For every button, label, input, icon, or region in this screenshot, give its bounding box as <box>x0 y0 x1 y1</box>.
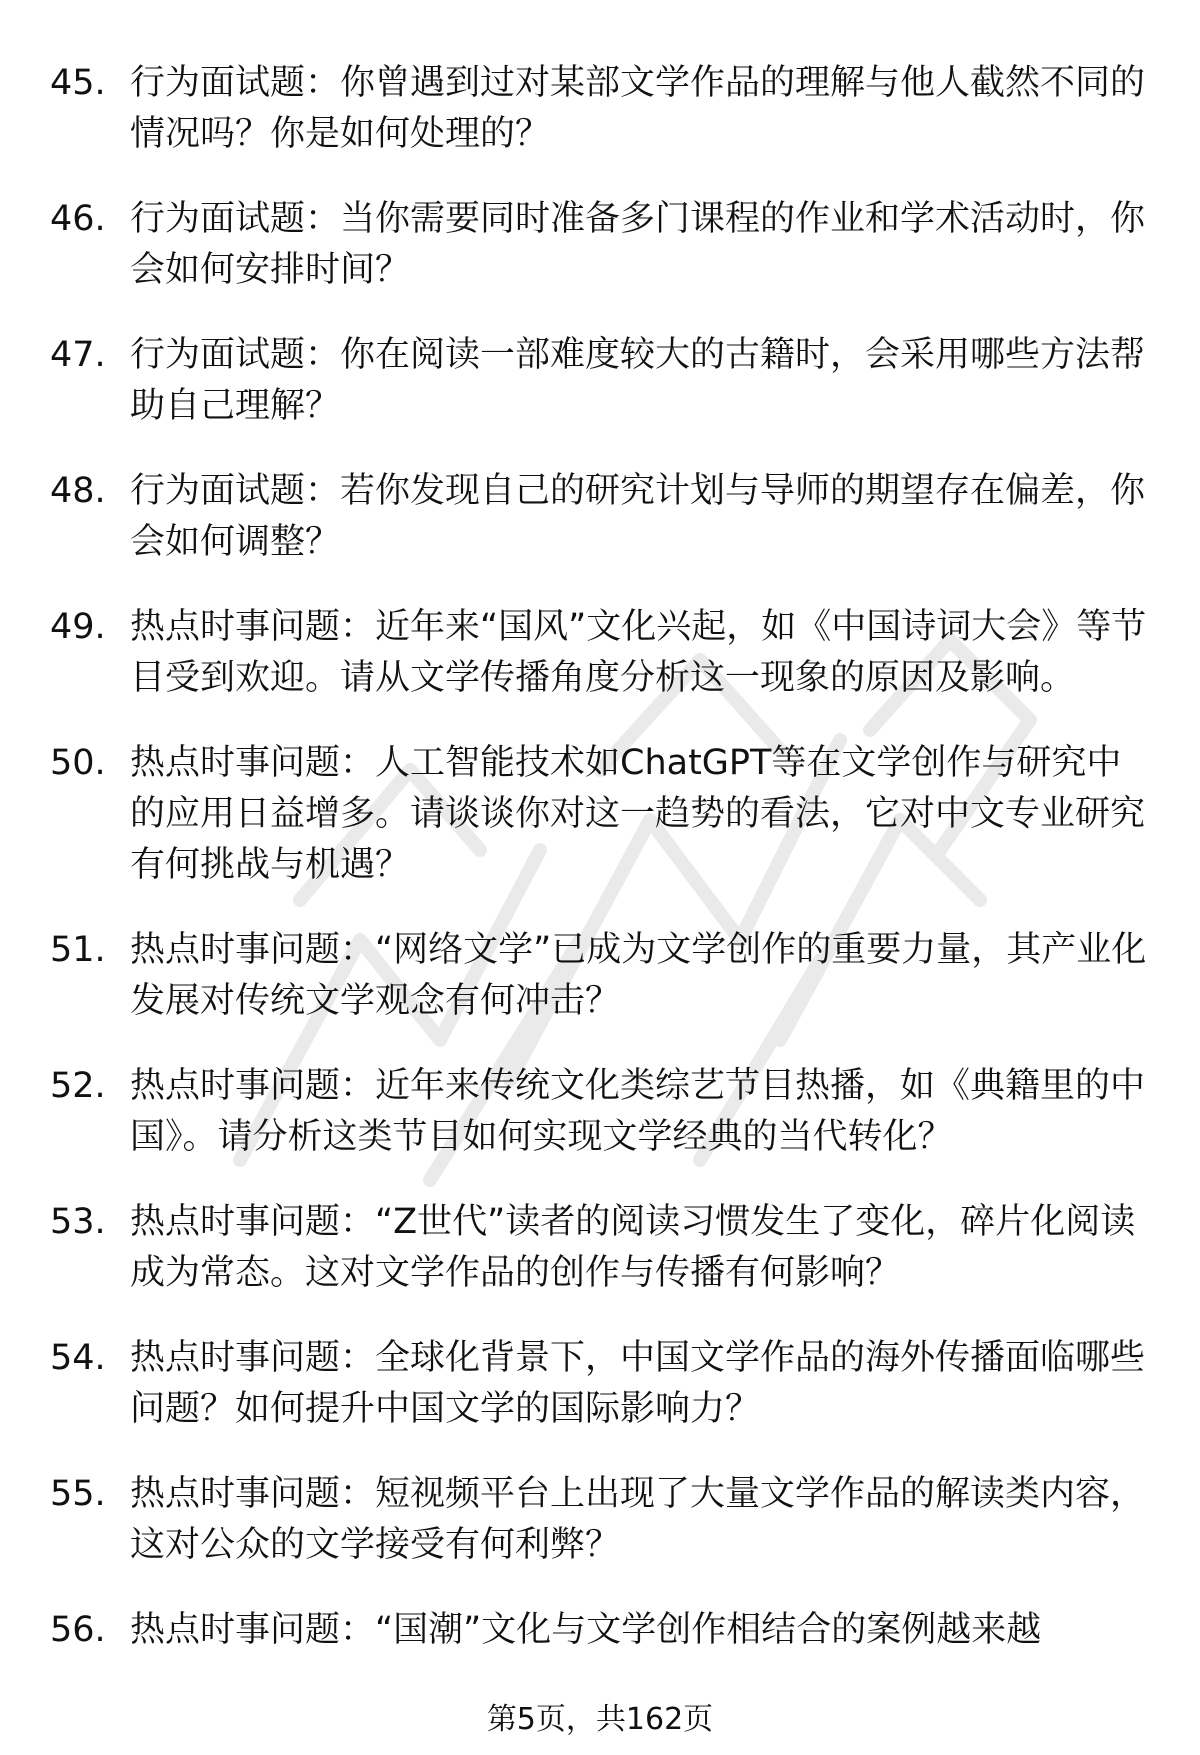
question-text: 行为面试题：你在阅读一部难度较大的古籍时，会采用哪些方法帮助自己理解？ <box>130 335 1146 426</box>
page-number-footer: 第5页，共162页 <box>486 1702 714 1737</box>
question-item-56 <box>50 1605 1150 1656</box>
question-number: 48. <box>50 471 106 511</box>
question-number: 56. <box>50 1610 106 1650</box>
question-number: 54. <box>50 1338 106 1378</box>
question-number: 51. <box>50 930 106 970</box>
question-item-48 <box>50 466 1150 568</box>
question-text: 行为面试题：你曾遇到过对某部文学作品的理解与他人截然不同的情况吗？你是如何处理的？ <box>130 63 1146 154</box>
question-text: 热点时事问题：“Z世代”读者的阅读习惯发生了变化，碎片化阅读成为常态。这对文学作品的创作与传播有何影响？ <box>130 1202 1136 1293</box>
question-number: 49. <box>50 607 106 647</box>
question-item-53 <box>50 1197 1150 1299</box>
question-number: 50. <box>50 743 106 783</box>
question-text: 热点时事问题：“国潮”文化与文学创作相结合的案例越来越 <box>130 1610 1042 1650</box>
question-text: 行为面试题：若你发现自己的研究计划与导师的期望存在偏差，你会如何调整？ <box>130 471 1146 562</box>
question-list <box>50 58 1150 1690</box>
question-number: 46. <box>50 199 106 239</box>
question-item-51 <box>50 925 1150 1027</box>
question-item-52 <box>50 1061 1150 1163</box>
question-text: 热点时事问题：近年来传统文化类综艺节目热播，如《典籍里的中国》。请分析这类节目如何实现文学经典的当代转化？ <box>130 1066 1146 1157</box>
question-text: 热点时事问题：短视频平台上出现了大量文学作品的解读类内容，这对公众的文学接受有何利弊？ <box>130 1474 1146 1565</box>
question-item-46 <box>50 194 1150 296</box>
question-item-47 <box>50 330 1150 432</box>
question-text: 热点时事问题：“网络文学”已成为文学创作的重要力量，其产业化发展对传统文学观念有何冲击？ <box>130 930 1147 1021</box>
question-number: 55. <box>50 1474 106 1514</box>
question-number: 47. <box>50 335 106 375</box>
question-text: 热点时事问题：近年来“国风”文化兴起，如《中国诗词大会》等节目受到欢迎。请从文学传播角度分析这一现象的原因及影响。 <box>130 607 1147 698</box>
question-item-45 <box>50 58 1150 160</box>
question-number: 45. <box>50 63 106 103</box>
question-text: 热点时事问题：全球化背景下，中国文学作品的海外传播面临哪些问题？如何提升中国文学的国际影响力？ <box>130 1338 1146 1429</box>
question-number: 52. <box>50 1066 106 1106</box>
question-item-54 <box>50 1333 1150 1435</box>
question-item-49 <box>50 602 1150 704</box>
question-item-55 <box>50 1469 1150 1571</box>
question-number: 53. <box>50 1202 106 1242</box>
question-text: 热点时事问题：人工智能技术如ChatGPT等在文学创作与研究中的应用日益增多。请谈谈你对这一趋势的看法，它对中文专业研究有何挑战与机遇？ <box>130 743 1146 885</box>
question-text: 行为面试题：当你需要同时准备多门课程的作业和学术活动时，你会如何安排时间？ <box>130 199 1146 290</box>
question-item-50 <box>50 738 1150 891</box>
